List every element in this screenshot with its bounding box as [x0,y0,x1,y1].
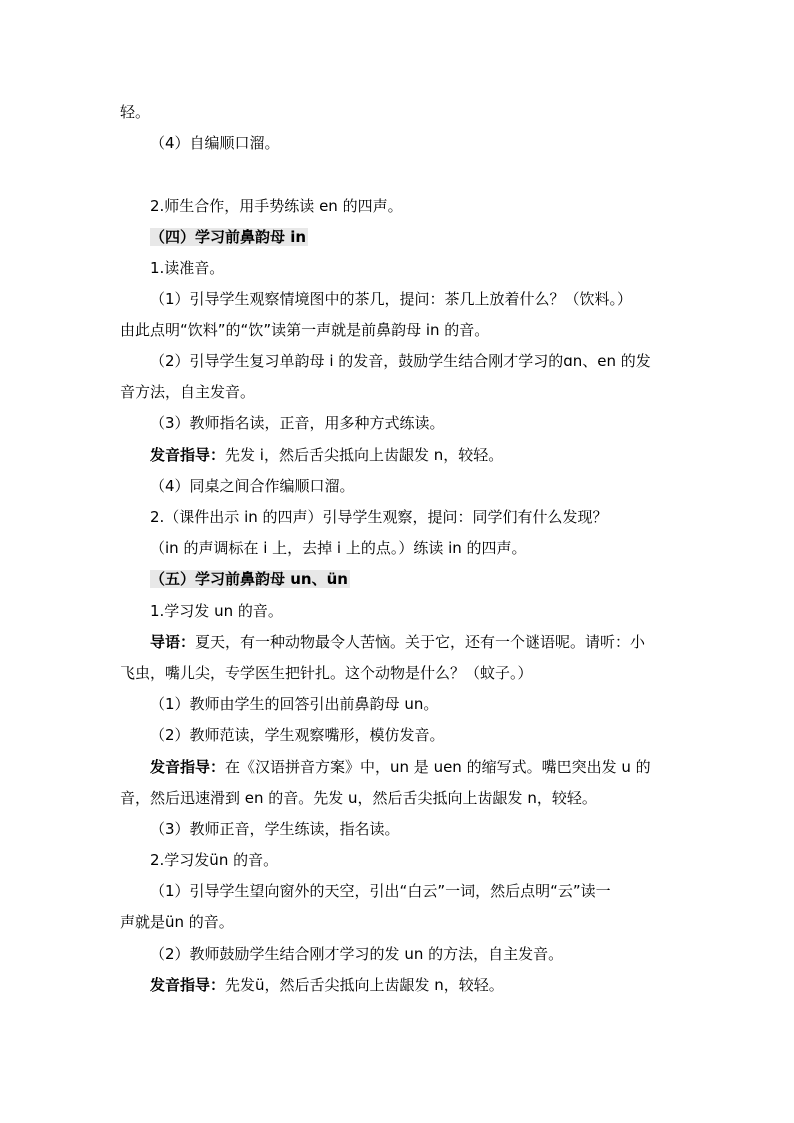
intro-line [150,632,645,652]
section-heading-text: （四）学习前鼻韵母 in [150,228,307,246]
paragraph-line: 音，然后迅速滑到 en 的音。先发 u，然后舌尖抵向上齿龈发 n，较轻。 [120,789,597,807]
paragraph-line: （1）教师由学生的回答引出前鼻韵母 un。 [150,695,439,713]
pronunciation-guide [150,975,504,995]
intro-text: 飞虫，嘴儿尖，专学医生把针扎。这个动物是什么？ [120,664,466,682]
paragraph-line: 音方法，自主发音。 [120,383,256,401]
paragraph-line: （2）教师范读，学生观察嘴形，模仿发音。 [150,726,445,744]
guide-text: 先发ü，然后舌尖抵向上齿龈发 n，较轻。 [225,976,504,994]
paragraph-line: （4）同桌之间合作编顺口溜。 [150,477,355,495]
guide-label: 发音指导： [150,976,226,994]
paragraph-line: （1）引导学生望向窗外的天空，引出“白云”一词，然后点明“云”读一 [150,882,611,900]
paragraph-line: 2.师生合作，用手势练读 en 的四声。 [150,197,403,215]
paragraph-line: （1）引导学生观察情境图中的茶几，提问：茶几上放着什么？（饮料。） [150,290,633,308]
paragraph-line: 轻。 [120,103,151,121]
paragraph-line: 1.读准音。 [150,259,225,277]
paragraph-line: （2）教师鼓励学生结合刚才学习的发 un 的方法，自主发音。 [150,945,564,963]
section-heading [150,569,350,589]
intro-line [120,663,533,683]
guide-text: 先发 i，然后舌尖抵向上齿龈发 n，较轻。 [225,446,504,464]
intro-label: 导语： [150,633,196,651]
paragraph-line: 2.学习发ün 的音。 [150,851,279,869]
paragraph-line: （4）自编顺口溜。 [150,134,280,152]
paragraph-line: 由此点明“饮料”的“饮”读第一声就是前鼻韵母 in 的音。 [120,321,490,339]
guide-label: 发音指导： [150,758,226,776]
paragraph-line: 1.学习发 un 的音。 [150,602,283,620]
paragraph-line: （3）教师正音，学生练读，指名读。 [150,820,400,838]
section-heading [150,227,308,247]
paragraph-line: 声就是ün 的音。 [120,913,234,931]
guide-label: 发音指导： [150,446,226,464]
pronunciation-guide [150,445,503,465]
intro-text: 夏天，有一种动物最令人苦恼。关于它，还有一个谜语呢。请听：小 [195,633,646,651]
paragraph-line: 2.（课件出示 in 的四声）引导学生观察，提问：同学们有什么发现？ [150,508,608,526]
paragraph-line: （in 的声调标在 i 上，去掉 i 上的点。）练读 in 的四声。 [150,539,527,557]
pronunciation-guide [150,757,651,777]
section-heading-text: （五）学习前鼻韵母 un、ün [150,570,348,588]
intro-answer: （蚊子。） [465,664,533,682]
guide-text: 在《汉语拼音方案》中，un 是 uen 的缩写式。嘴巴突出发 u 的 [225,758,651,776]
paragraph-line: （2）引导学生复习单韵母 i 的发音，鼓励学生结合刚才学习的ɑn、en 的发 [150,352,651,370]
paragraph-line: （3）教师指名读，正音，用多种方式练读。 [150,414,445,432]
